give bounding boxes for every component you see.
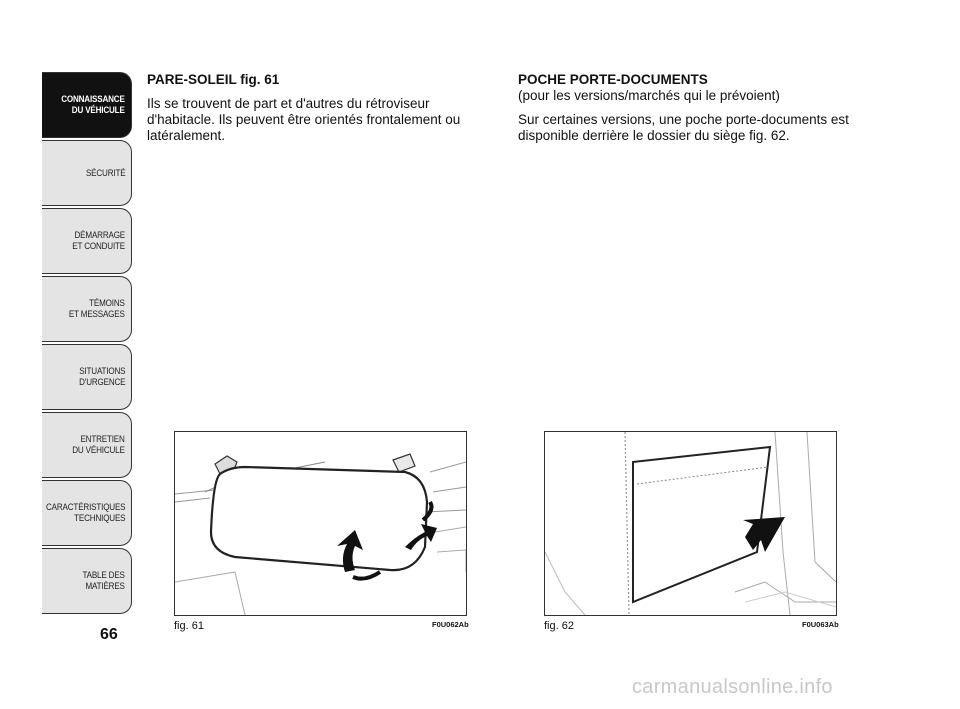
tab-label: CARACTÉRISTIQUES TECHNIQUES <box>45 502 125 524</box>
section-body: Sur certaines versions, une poche porte-documents est disponible derrière le dossier du siège fig. 62. <box>518 112 849 143</box>
figure-62-document-pocket <box>544 431 837 616</box>
watermark-text: carmanualsonline.info <box>632 676 833 698</box>
tab-entretien-du-vehicule[interactable] <box>42 412 132 478</box>
tab-label: TABLE DES MATIÈRES <box>82 570 125 592</box>
section-title: PARE-SOLEIL fig. 61 <box>147 72 280 87</box>
poche-porte-documents-section <box>518 72 863 144</box>
section-body: Ils se trouvent de part et d'autres du rétroviseur d'habitacle. Ils peuvent être orientés frontalement ou latéralement. <box>147 96 461 143</box>
pare-soleil-section <box>147 72 487 144</box>
tab-securite[interactable] <box>42 140 132 206</box>
tab-situations-d-urgence[interactable] <box>42 344 132 410</box>
tab-table-des-matieres[interactable] <box>42 548 132 614</box>
section-subtitle: (pour les versions/marchés qui le prévoient) <box>518 88 780 103</box>
document-pocket-illustration <box>545 432 836 615</box>
figure-61-label: fig. 61 <box>174 620 204 632</box>
tab-label: ENTRETIEN DU VÉHICULE <box>72 434 125 456</box>
figure-61-sun-visor <box>174 431 467 616</box>
chapter-sidebar <box>42 72 132 616</box>
tab-temoins-et-messages[interactable] <box>42 276 132 342</box>
section-title: POCHE PORTE-DOCUMENTS <box>518 72 708 87</box>
tab-label: DÉMARRAGE ET CONDUITE <box>72 230 125 252</box>
tab-caracteristiques-techniques[interactable] <box>42 480 132 546</box>
tab-label: SITUATIONS D'URGENCE <box>78 366 125 388</box>
figure-62-code: F0U063Ab <box>802 620 839 629</box>
page-number: 66 <box>100 626 118 643</box>
tab-label: SÉCURITÉ <box>85 167 125 179</box>
sun-visor-illustration <box>175 432 466 615</box>
tab-label: TÉMOINS ET MESSAGES <box>69 298 125 320</box>
tab-demarrage-et-conduite[interactable] <box>42 208 132 274</box>
figure-61-code: F0U062Ab <box>432 620 469 629</box>
figure-62-label: fig. 62 <box>544 620 574 632</box>
tab-connaissance-du-vehicule[interactable] <box>42 72 132 138</box>
tab-label: CONNAISSANCE DU VÉHICULE <box>61 94 125 116</box>
